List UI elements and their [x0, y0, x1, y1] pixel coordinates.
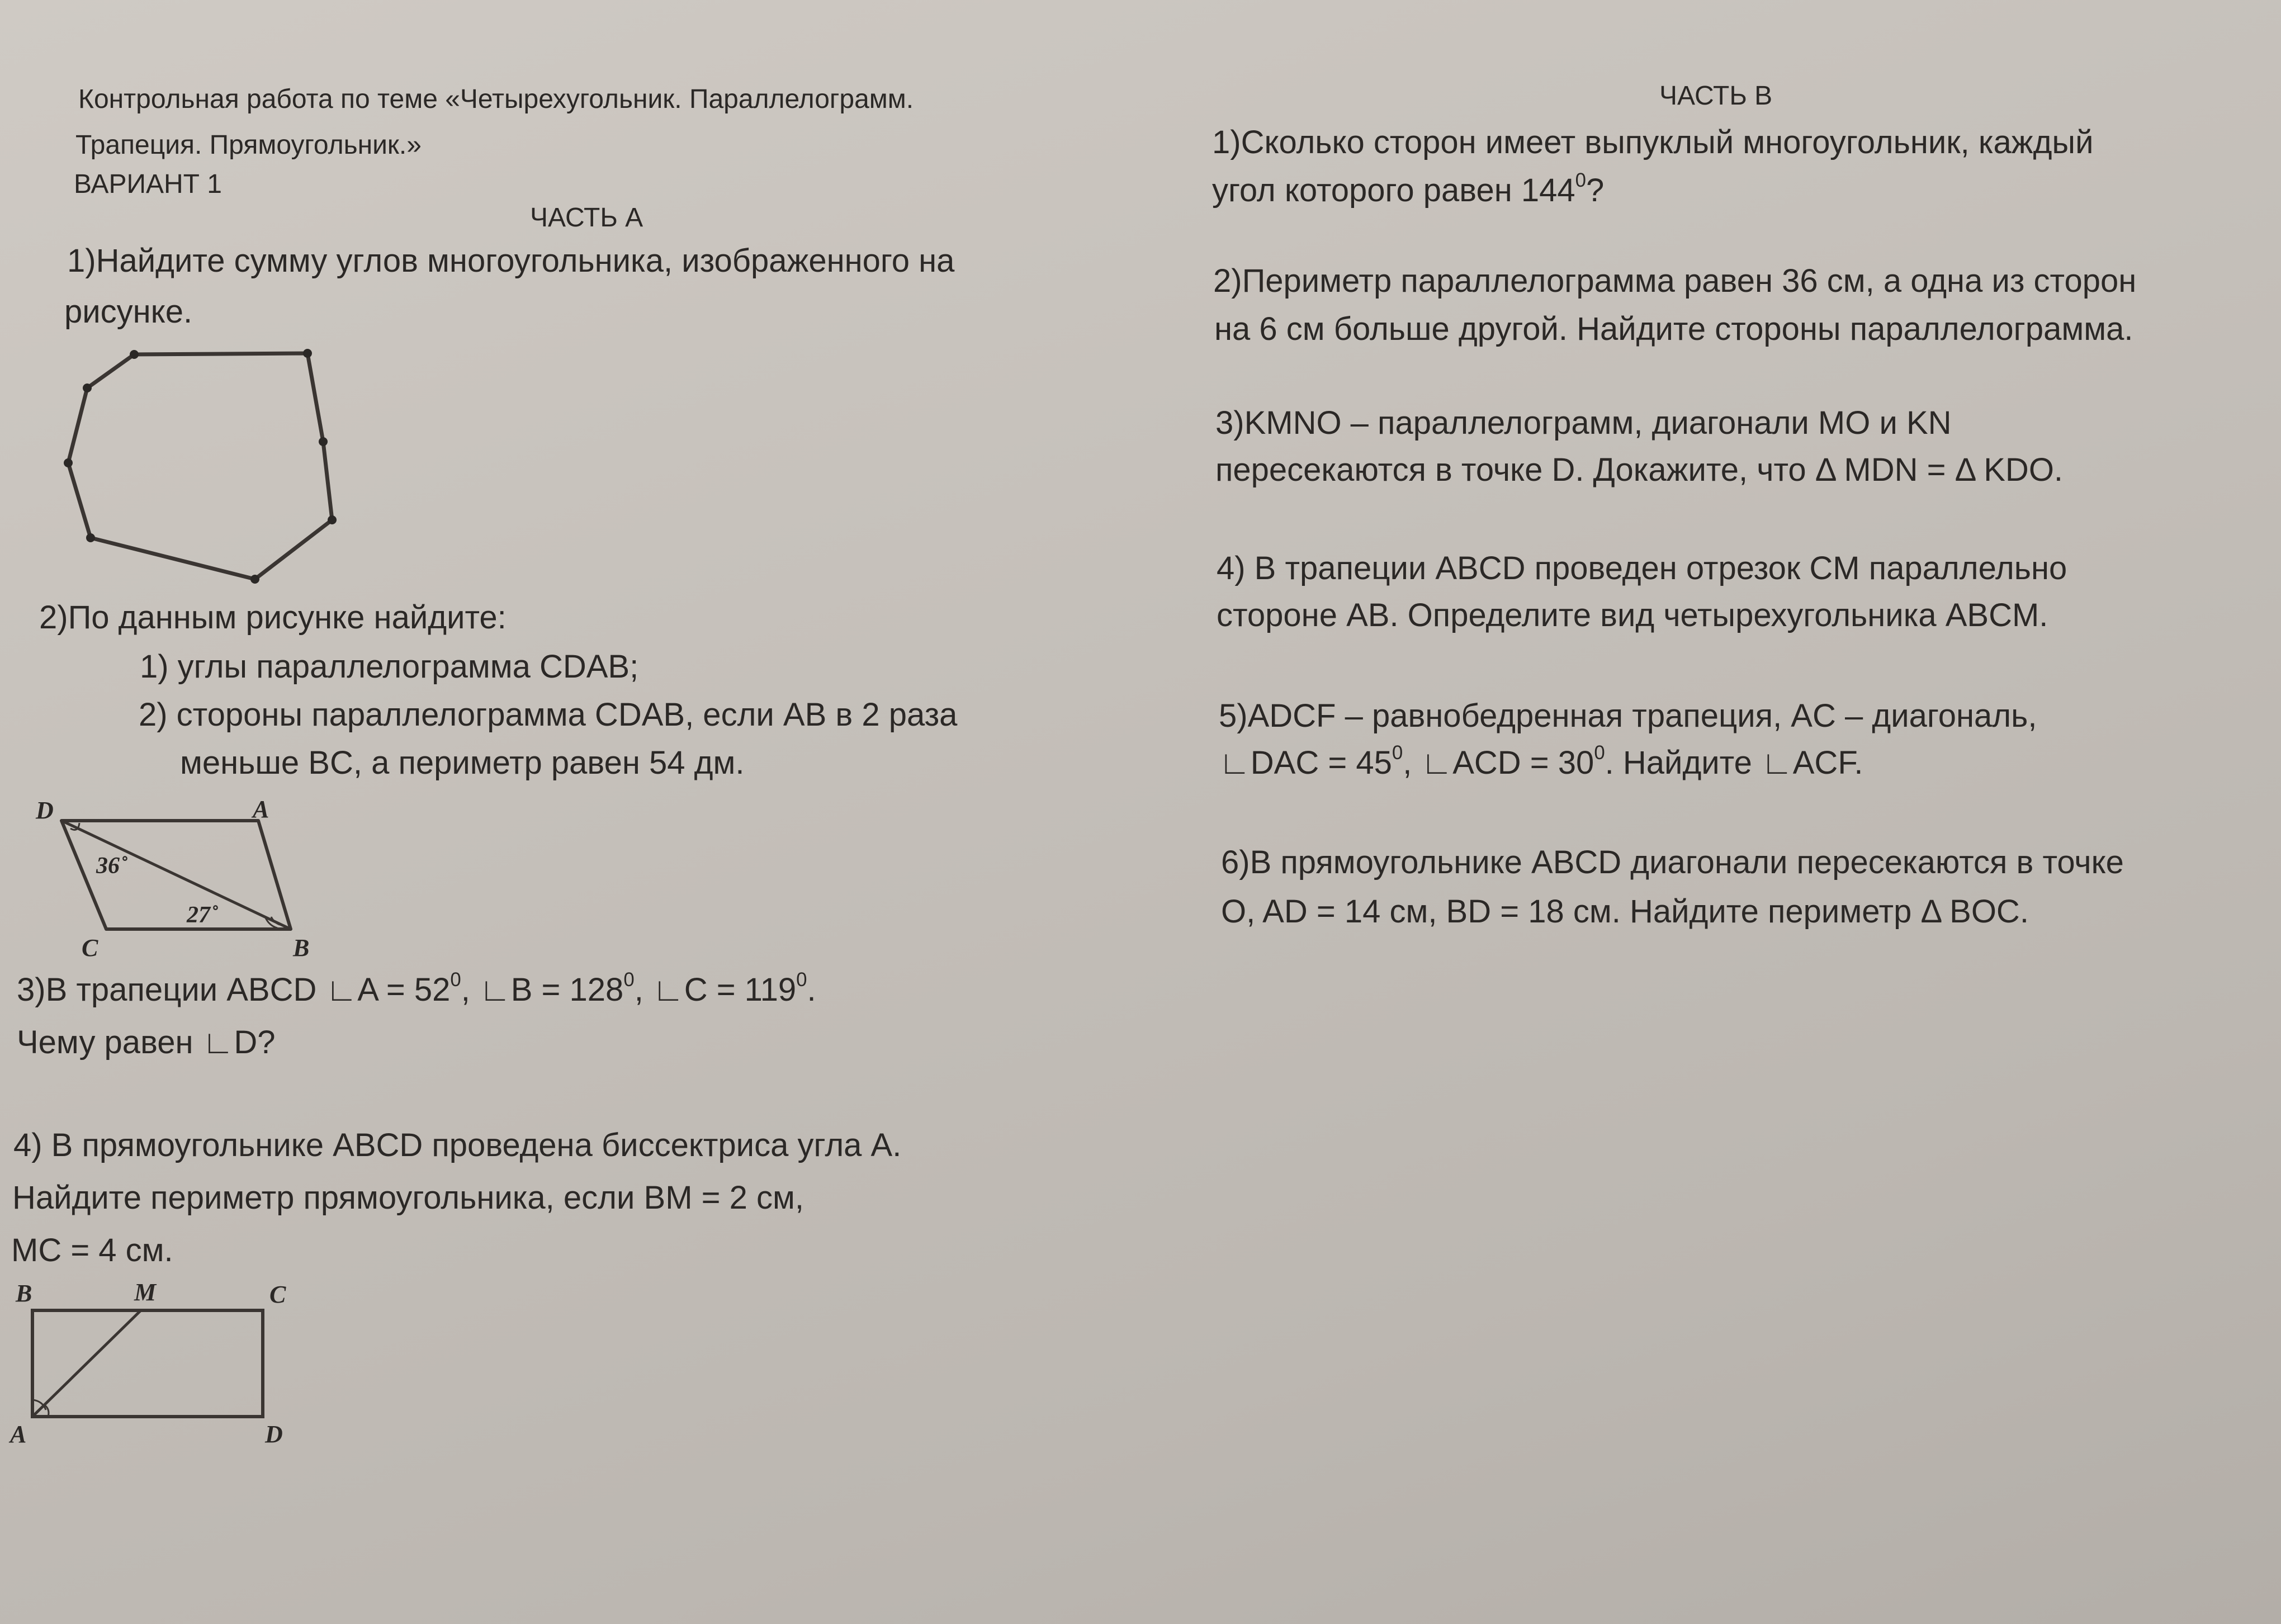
part-a-q1-line1: 1)Найдите сумму углов многоугольника, изображенного на	[67, 243, 955, 279]
part-a-q2-item2-line1: 2) стороны параллелограмма CDAB, если AB в 2 раза	[139, 697, 958, 733]
parallelogram-figure	[28, 788, 319, 967]
part-a-q4-line3: MC = 4 см.	[11, 1232, 173, 1268]
part-b-q2-line2: на 6 см больше другой. Найдите стороны параллелограмма.	[1214, 311, 2133, 347]
part-a-q2-item1: 1) углы параллелограмма CDAB;	[140, 648, 639, 685]
label-a: A	[10, 1421, 27, 1448]
part-b-q4-line1: 4) В трапеции ABCD проведен отрезок CM параллельно	[1217, 550, 2067, 586]
part-b-q2-line1: 2)Периметр параллелограмма равен 36 см, а одна из сторон	[1213, 263, 2137, 299]
part-b-q6-line2: O, AD = 14 см, BD = 18 см. Найдите периметр Δ BOC.	[1221, 893, 2029, 930]
part-b-q3-line1: 3)KMNO – параллелограмм, диагонали MO и KN	[1215, 405, 1952, 441]
part-a-q1-line2: рисунке.	[64, 293, 193, 330]
part-b-q6-line1: 6)В прямоугольнике ABCD диагонали пересекаются в точке	[1221, 844, 2124, 880]
header-title-line1: Контрольная работа по теме «Четырехугольник. Параллелограмм.	[78, 84, 914, 114]
part-a-q2-item2-line2: меньше BC, а периметр равен 54 дм.	[180, 745, 745, 781]
label-c: C	[82, 934, 98, 962]
part-a-q2-intro: 2)По данным рисунке найдите:	[39, 599, 507, 636]
label-b: B	[293, 934, 310, 962]
angle-36: 36˚	[96, 853, 127, 879]
label-m: M	[134, 1279, 157, 1306]
label-d: D	[265, 1421, 283, 1448]
part-b-title: ЧАСТЬ В	[1659, 81, 1773, 111]
label-c: C	[269, 1281, 286, 1308]
part-b-q1-line1: 1)Сколько сторон имеет выпуклый многоугольник, каждый	[1212, 124, 2094, 160]
part-a-q3-line1: 3)В трапеции ABCD ∟A = $52^0$, ∟B = $128^0$, ∟C = $119^0$.	[17, 968, 816, 1008]
angle-27: 27˚	[187, 902, 218, 928]
label-d: D	[36, 797, 54, 824]
label-b: B	[16, 1280, 32, 1307]
part-b-q1-line2: угол которого равен $144^0$?	[1212, 169, 1605, 209]
part-b-q3-line2: пересекаются в точке D. Докажите, что Δ MDN = Δ KDO.	[1215, 452, 2064, 488]
label-a: A	[253, 796, 269, 823]
octagon-figure	[56, 341, 347, 593]
part-b-q4-line2: стороне AB. Определите вид четырехугольника ABCM.	[1217, 597, 2048, 633]
part-a-q4-line2: Найдите периметр прямоугольника, если BM = 2 см,	[12, 1180, 804, 1216]
part-a-q3-line2: Чему равен ∟D?	[17, 1024, 276, 1060]
rectangle-figure	[6, 1275, 296, 1453]
part-b-q5-line1: 5)ADCF – равнобедренная трапеция, AC – диагональ,	[1219, 698, 2037, 734]
part-b-q5-line2: ∟DAC = $45^0$, ∟ACD = $30^0$. Найдите ∟ACF.	[1219, 741, 1863, 781]
part-a-title: ЧАСТЬ А	[530, 203, 643, 233]
header-title-line2: Трапеция. Прямоугольник.»	[75, 130, 422, 160]
variant-label: ВАРИАНТ 1	[74, 169, 222, 199]
part-a-q4-line1: 4) В прямоугольнике ABCD проведена биссектриса угла A.	[13, 1127, 902, 1163]
